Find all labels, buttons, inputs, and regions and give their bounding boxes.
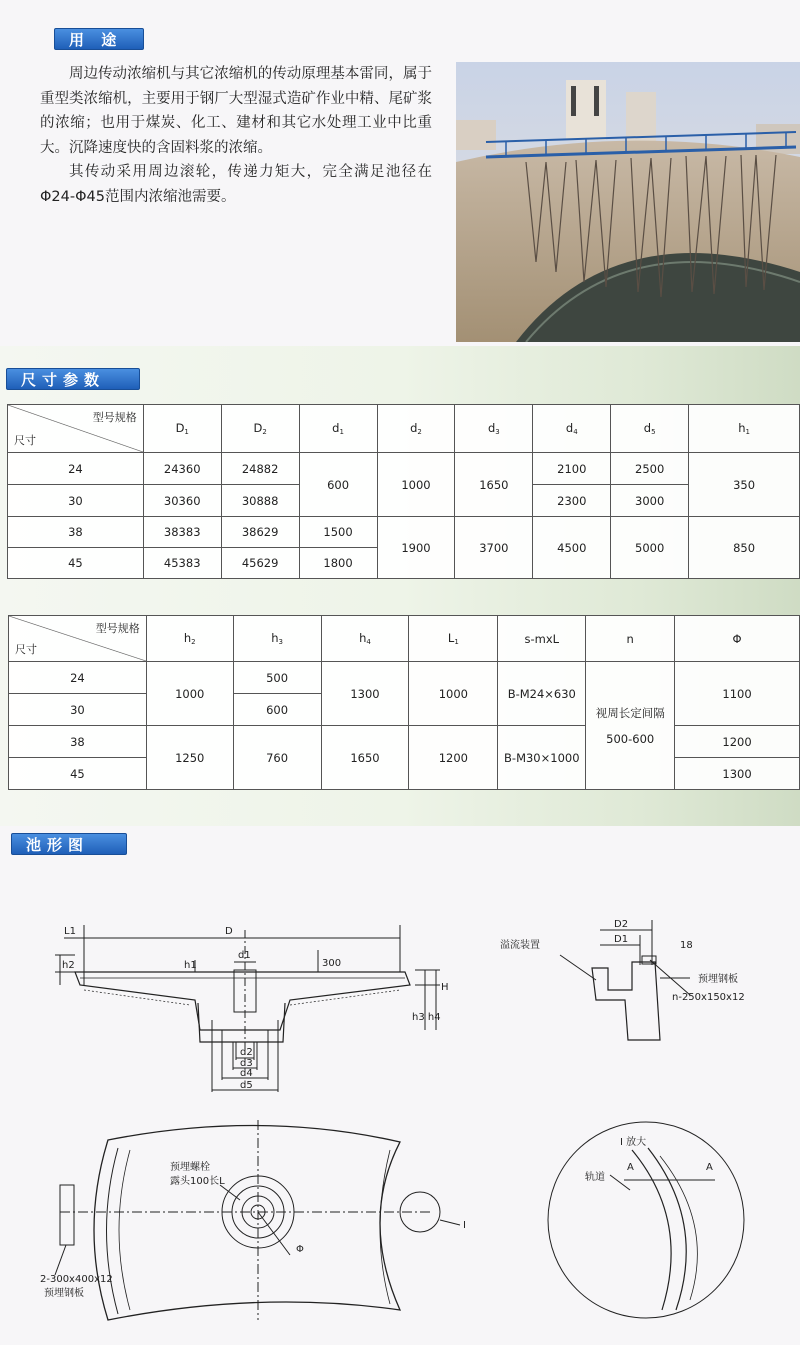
section-title-dims: 尺寸参数 (6, 368, 140, 390)
label-embedded-plate: 预埋钢板 (698, 974, 738, 985)
cell-phi: 1100 (675, 662, 800, 726)
size-cell: 45 (8, 548, 144, 579)
size-cell: 24 (8, 453, 144, 485)
label-plate-spec: n-250x150x12 (672, 992, 745, 1003)
cell-d5: 2500 (611, 453, 689, 485)
header-D2: $D_2$ (221, 405, 299, 453)
cell-d1: 1800 (299, 548, 377, 579)
dim-h1: h1 (184, 960, 197, 971)
cell-D2: 30888 (221, 485, 299, 517)
dim-d5: d5 (240, 1080, 253, 1091)
header-phi: Φ (675, 616, 800, 662)
label-bolt-1: 预埋螺栓 (170, 1162, 210, 1173)
label-plate2-2: 预埋钢板 (44, 1288, 84, 1299)
cell-D1: 30360 (143, 485, 221, 517)
label-track: 轨道 (585, 1172, 605, 1183)
corner-cell (9, 616, 147, 662)
section-title-pool: 池形图 (11, 833, 127, 855)
dim-d3: d3 (240, 1058, 253, 1069)
dim-H: H (441, 982, 449, 993)
dim-h3h4: h3 h4 (412, 1012, 441, 1023)
dim-h2: h2 (62, 960, 75, 971)
cell-D1: 38383 (143, 517, 221, 548)
intro-paragraph-2: 其传动采用周边滚轮，传递力矩大，完全满足池径在Φ24-Φ45范围内浓缩池需要。 (40, 164, 432, 205)
cell-D2: 38629 (221, 517, 299, 548)
cell-D1: 24360 (143, 453, 221, 485)
cell-h4: 1300 (321, 662, 409, 726)
header-d3: $d_3$ (455, 405, 533, 453)
cell-d3: 3700 (455, 517, 533, 579)
cell-d4: 4500 (533, 517, 611, 579)
label-plate2-1: 2-300x400x12 (40, 1274, 113, 1285)
dim-L1: L1 (64, 926, 76, 937)
cell-smxl: B-M30×1000 (498, 726, 586, 790)
cell-smxl: B-M24×630 (498, 662, 586, 726)
cell-h3: 760 (233, 726, 321, 790)
cell-n (586, 662, 675, 790)
header-d1: $d_1$ (299, 405, 377, 453)
label-overflow: 溢流装置 (500, 940, 540, 951)
header-h3: $h_3$ (233, 616, 321, 662)
cell-h3: 500 (233, 662, 321, 694)
size-cell: 24 (9, 662, 147, 694)
cell-D2: 24882 (221, 453, 299, 485)
size-cell: 30 (8, 485, 144, 517)
n-line-1: 视周长定间隔 (595, 705, 665, 720)
cell-D1: 45383 (143, 548, 221, 579)
cell-d3: 1650 (455, 453, 533, 517)
cell-d1: 600 (299, 453, 377, 517)
label-A-right: A (706, 1162, 713, 1173)
cell-L1: 1000 (409, 662, 498, 726)
dim-D1: D1 (614, 934, 629, 945)
cell-h2: 1000 (146, 662, 233, 726)
size-cell: 38 (8, 517, 144, 548)
cell-d4: 2100 (533, 453, 611, 485)
cell-D2: 45629 (221, 548, 299, 579)
header-n: n (586, 616, 675, 662)
size-cell: 45 (9, 758, 147, 790)
header-h2: $h_2$ (146, 616, 233, 662)
size-cell: 30 (9, 694, 147, 726)
cell-L1: 1200 (409, 726, 498, 790)
label-A-left: A (627, 1162, 634, 1173)
corner-bottom-label: 尺寸 (14, 434, 36, 447)
section-title-usage: 用 途 (54, 28, 144, 50)
dim-D2: D2 (614, 919, 629, 930)
thickener-photo (456, 62, 800, 342)
cell-d5: 3000 (611, 485, 689, 517)
cell-h1: 350 (689, 453, 800, 517)
n-line-2: 500-600 (606, 731, 655, 746)
cell-d2: 1900 (377, 517, 455, 579)
cell-d5: 5000 (611, 517, 689, 579)
cell-h3: 600 (233, 694, 321, 726)
dim-D: D (225, 926, 233, 937)
pool-drawing (0, 860, 800, 1345)
label-roughness: 18 (680, 940, 693, 951)
label-enlarge: I 放大 (620, 1137, 647, 1148)
header-smxl: s-mxL (498, 616, 586, 662)
header-d5: $d_5$ (611, 405, 689, 453)
dim-d4: d4 (240, 1068, 253, 1079)
header-L1: $L_1$ (409, 616, 498, 662)
cell-h1: 850 (689, 517, 800, 579)
dim-d1: d1 (238, 950, 251, 961)
intro-text (40, 62, 432, 209)
label-phi: Φ (296, 1244, 304, 1255)
cell-h4: 1650 (321, 726, 409, 790)
label-detail-I: I (463, 1220, 466, 1231)
cell-d4: 2300 (533, 485, 611, 517)
intro-paragraph-1: 周边传动浓缩机与其它浓缩机的传动原理基本雷同，属于重型类浓缩机，主要用于钢厂大型湿式造矿作业中精、尾矿浆的浓缩；也用于煤炭、化工、建材和其它水处理工业中比重大。沉降速度快的含固料浆的浓缩。 (40, 66, 432, 156)
corner-bottom-label: 尺寸 (15, 643, 37, 656)
label-bolt-2: 露头100长L (170, 1176, 225, 1187)
cell-d2: 1000 (377, 453, 455, 517)
header-D1: $D_1$ (143, 405, 221, 453)
header-h4: $h_4$ (321, 616, 409, 662)
cell-d1: 1500 (299, 517, 377, 548)
dim-300: 300 (322, 958, 342, 969)
header-h1: $h_1$ (689, 405, 800, 453)
cell-h2: 1250 (146, 726, 233, 790)
cell-phi: 1300 (675, 758, 800, 790)
corner-top-label: 型号规格 (95, 622, 140, 635)
header-d4: $d_4$ (533, 405, 611, 453)
cell-phi: 1200 (675, 726, 800, 758)
corner-top-label: 型号规格 (92, 411, 137, 424)
corner-cell (8, 405, 144, 453)
dim-d2: d2 (240, 1047, 253, 1058)
size-cell: 38 (9, 726, 147, 758)
header-d2: $d_2$ (377, 405, 455, 453)
